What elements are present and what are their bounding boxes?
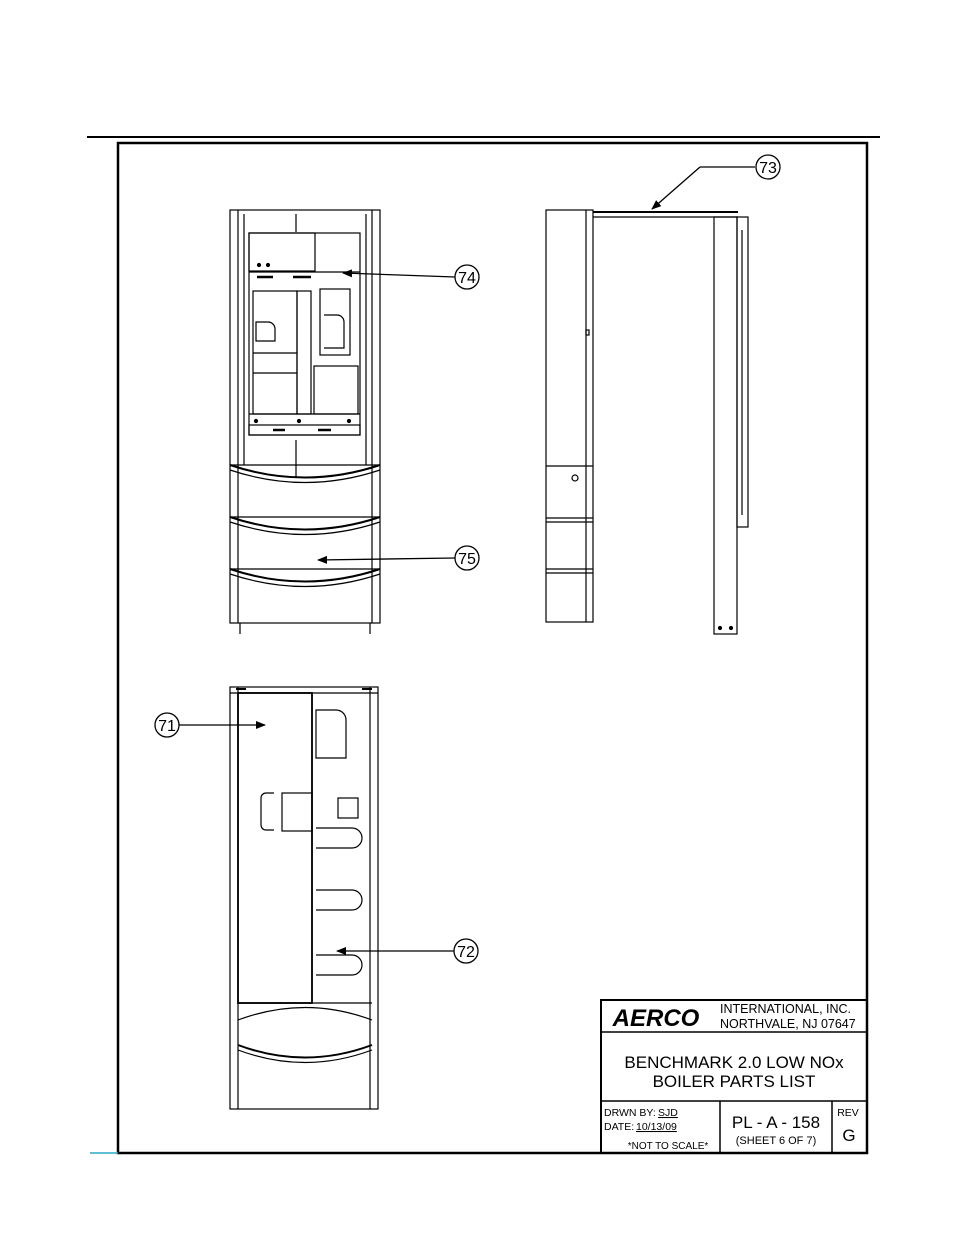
callout-73-leader: [652, 167, 700, 209]
rev-label: REV: [837, 1107, 859, 1119]
drawn-by-label: DRWN BY:: [604, 1107, 656, 1119]
callout-73-label: 73: [759, 160, 777, 177]
company-name: INTERNATIONAL, INC.: [720, 1002, 852, 1016]
callout-75: [455, 546, 479, 570]
callout-71-label: 71: [158, 718, 176, 735]
drawing-number: PL - A - 158: [731, 1113, 821, 1132]
callout-74: [455, 265, 479, 289]
company-address: NORTHVALE, NJ 07647: [720, 1017, 856, 1031]
callout-72: [454, 939, 478, 963]
sheet-number: (SHEET 6 OF 7): [735, 1135, 817, 1147]
drawing-title-line1: BENCHMARK 2.0 LOW NOx: [624, 1053, 844, 1072]
rear-view: [230, 687, 378, 1109]
drawing-title-line2: BOILER PARTS LIST: [652, 1072, 816, 1091]
drawn-by-value: SJD: [658, 1107, 678, 1119]
aerco-logo: AERCO: [612, 1005, 700, 1032]
date-label: DATE:: [604, 1121, 635, 1133]
callout-73: [756, 155, 780, 179]
rev-value: G: [842, 1126, 856, 1145]
callout-74-label: 74: [458, 270, 476, 287]
callout-71: [155, 713, 179, 737]
date-value: 10/13/09: [636, 1121, 677, 1133]
side-view: [546, 210, 748, 634]
callout-75-label: 75: [458, 551, 476, 568]
callout-72-label: 72: [457, 944, 475, 961]
callout-75-leader: [318, 558, 455, 560]
title-block: [601, 1000, 867, 1153]
scale-note: *NOT TO SCALE*: [627, 1141, 709, 1152]
